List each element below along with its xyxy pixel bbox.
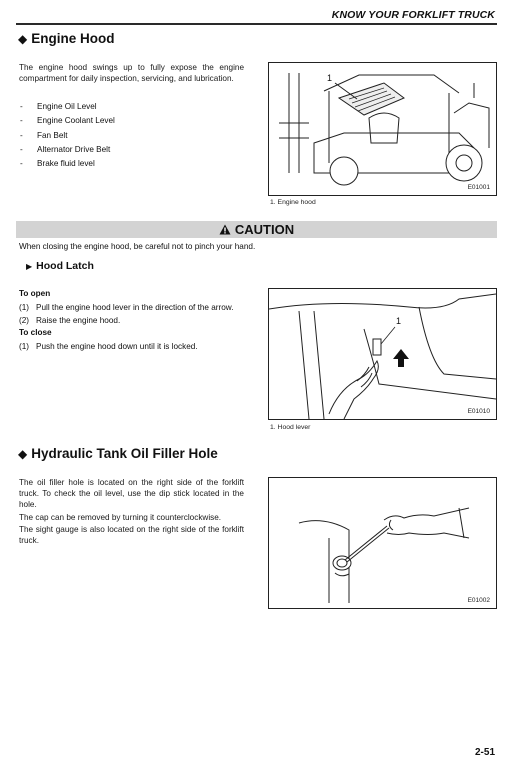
hydraulic-para-3: The sight gauge is also located on the right side of the forklift truck. [19,525,244,546]
hood-latch-heading-text: Hood Latch [36,260,94,272]
caution-message: When closing the engine hood, be careful not to pinch your hand. [19,242,256,251]
warning-triangle-icon [219,224,231,235]
hood-lever-illustration [269,289,496,419]
close-step: (1) Push the engine hood down until it is locked. [19,342,198,351]
to-close-label: To close [19,328,52,337]
list-item: - Engine Coolant Level [20,116,115,126]
engine-hood-caption: 1. Engine hood [270,199,316,206]
dipstick-illustration [269,478,496,608]
engine-hood-checklist [20,102,115,173]
figure-code: E01001 [467,184,490,191]
engine-hood-intro: The engine hood swings up to fully expose the engine compartment for daily inspection, servicing, and lubrication. [19,63,244,84]
page-number: 2-51 [474,747,495,758]
list-item: - Engine Oil Level [20,102,97,111]
diamond-bullet-icon: ◆ [18,31,28,46]
hood-lever-callout: 1 [396,316,402,326]
hydraulic-tank-heading [18,446,218,461]
caution-label: CAUTION [234,222,295,237]
hood-latch-figure [268,288,497,420]
hydraulic-para-1: The oil filler hole is located on the right side of the forklift truck. To check the oil level, use the dip stick located in the hole. [19,478,244,510]
diamond-bullet-icon: ◆ [18,446,28,461]
to-open-label: To open [19,289,51,298]
running-header: KNOW YOUR FORKLIFT TRUCK [331,9,495,21]
list-item: - Fan Belt [20,130,68,140]
hood-latch-caption: 1. Hood lever [270,424,311,431]
hydraulic-para-2: The cap can be removed by turning it counterclockwise. [19,513,222,522]
header-rule [16,23,497,25]
list-item: - Brake fluid level [20,159,95,169]
open-step: (1) Pull the engine hood lever in the direction of the arrow. [19,303,234,312]
list-item: - Alternator Drive Belt [20,144,111,154]
figure-code: E01010 [467,408,490,415]
hood-latch-heading [26,260,94,272]
engine-hood-figure [268,62,497,196]
caution-banner [16,221,497,238]
figure-code: E01002 [467,597,490,604]
open-step: (2) Raise the engine hood. [19,316,121,325]
oil-filler-figure [268,477,497,609]
engine-hood-heading [18,31,114,46]
engine-hood-heading-text: Engine Hood [31,31,115,46]
forklift-engine-hood-illustration [269,63,496,195]
hydraulic-tank-heading-text: Hydraulic Tank Oil Filler Hole [31,446,218,461]
engine-hood-callout: 1 [327,73,333,83]
triangle-bullet-icon: ▶ [26,261,33,271]
